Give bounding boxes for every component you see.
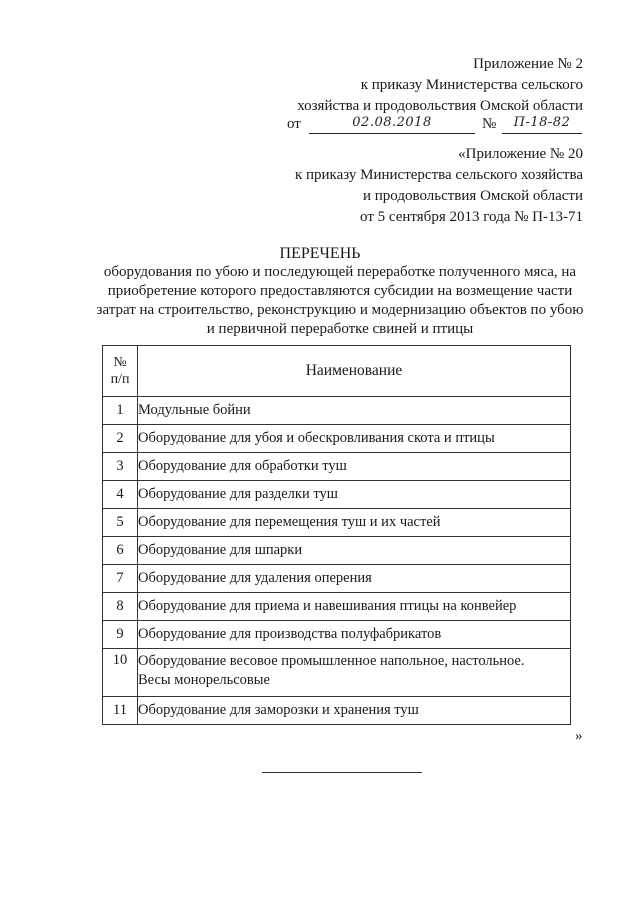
separator-line — [262, 772, 422, 773]
number-prefix: № — [482, 116, 497, 132]
row-name: Оборудование для перемещения туш и их частей — [138, 509, 571, 537]
table-row — [103, 593, 571, 621]
row-number: 10 — [103, 649, 138, 697]
row-number: 7 — [103, 565, 138, 593]
table-row — [103, 397, 571, 425]
row-number: 3 — [103, 453, 138, 481]
table-row — [103, 425, 571, 453]
row-number: 8 — [103, 593, 138, 621]
equipment-table — [102, 345, 571, 725]
table-row — [103, 481, 571, 509]
row-name-line2: Весы монорельсовые — [138, 672, 270, 688]
document-subtitle: оборудования по убою и последующей переработке полученного мяса, на приобретение которого предоставляются субсидии на возмещение части затрат на строительство, реконструкцию и модернизацию объектов по убою и первичной переработке свиней и птицы — [96, 264, 584, 337]
table-row — [103, 697, 571, 725]
handwritten-order-number: П-18-82 — [502, 116, 582, 134]
table-row — [103, 509, 571, 537]
row-name: Оборудование для приема и навешивания птицы на конвейер — [138, 593, 571, 621]
row-name — [138, 649, 571, 697]
row-number: 4 — [103, 481, 138, 509]
row-name: Оборудование для убоя и обескровливания скота и птицы — [138, 425, 571, 453]
table-row — [103, 621, 571, 649]
column-header-number: № п/п — [103, 346, 138, 397]
document-title: ПЕРЕЧЕНЬ — [279, 245, 361, 262]
row-name: Оборудование для разделки туш — [138, 481, 571, 509]
date-prefix: от — [287, 116, 301, 132]
row-name: Оборудование для производства полуфабрикатов — [138, 621, 571, 649]
annex-order-ref: к приказу Министерства сельского — [360, 77, 583, 93]
table-row — [103, 537, 571, 565]
original-annex-number: «Приложение № 20 — [458, 146, 583, 162]
row-name: Модульные бойни — [138, 397, 571, 425]
original-ministry: и продовольствия Омской области — [362, 188, 583, 204]
row-number: 9 — [103, 621, 138, 649]
handwritten-date: 02.08.2018 — [309, 116, 475, 134]
table-row — [103, 649, 571, 697]
annex-header — [297, 54, 583, 117]
row-name: Оборудование для шпарки — [138, 537, 571, 565]
row-name: Оборудование для обработки туш — [138, 453, 571, 481]
annex-number: Приложение № 2 — [473, 56, 583, 72]
row-number: 5 — [103, 509, 138, 537]
column-header-name: Наименование — [138, 346, 571, 397]
row-number: 2 — [103, 425, 138, 453]
row-number: 11 — [103, 697, 138, 725]
original-order-ref: к приказу Министерства сельского хозяйства — [294, 167, 583, 183]
row-name: Оборудование для удаления оперения — [138, 565, 571, 593]
row-name-line1: Оборудование весовое промышленное напольное, настольное. — [138, 653, 525, 669]
table-row — [103, 565, 571, 593]
row-name: Оборудование для заморозки и хранения туш — [138, 697, 571, 725]
table-row — [103, 453, 571, 481]
row-number: 6 — [103, 537, 138, 565]
closing-quote: » — [575, 728, 583, 744]
original-annex-header — [295, 144, 583, 228]
table-header-row — [103, 346, 571, 397]
annex-ministry: хозяйства и продовольствия Омской области — [297, 98, 583, 114]
original-order-date: от 5 сентября 2013 года № П-13-71 — [360, 209, 583, 225]
row-number: 1 — [103, 397, 138, 425]
